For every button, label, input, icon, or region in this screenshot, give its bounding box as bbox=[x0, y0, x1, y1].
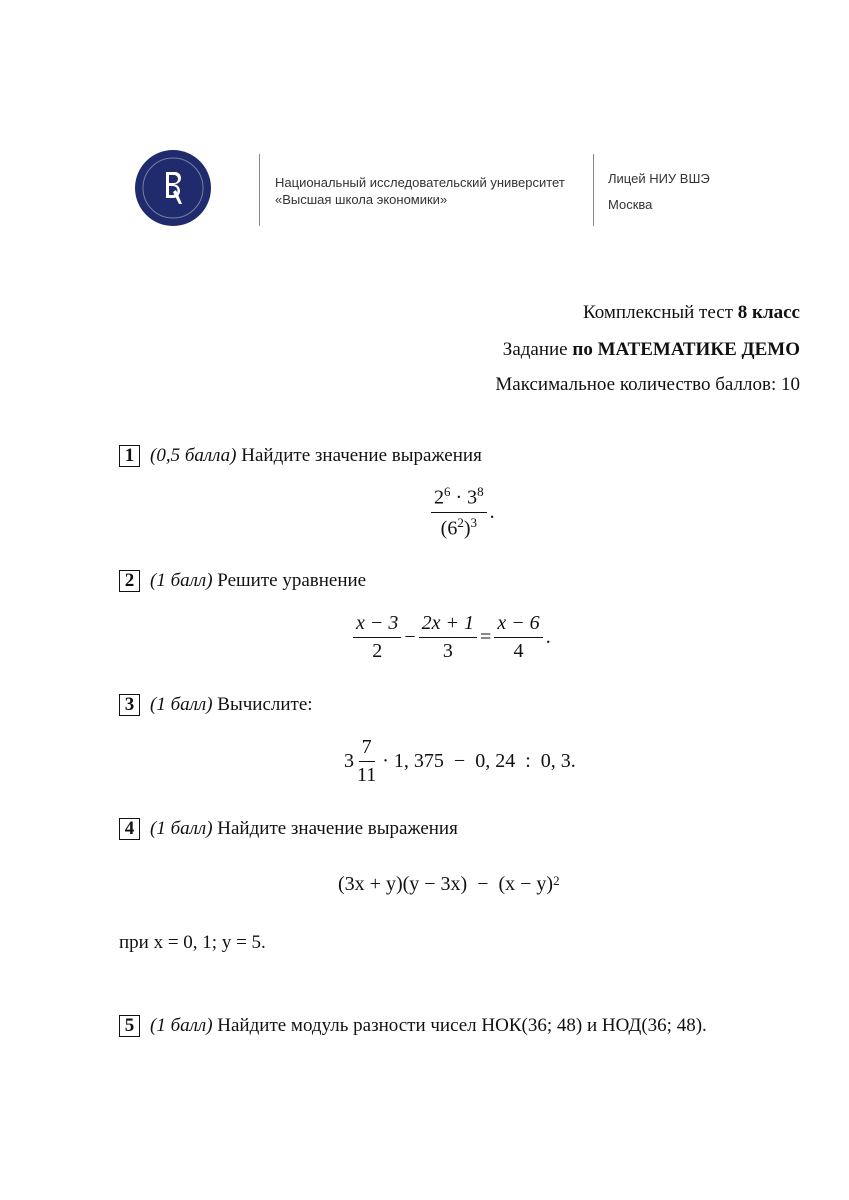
problem-text: Вычислите: bbox=[217, 694, 313, 715]
problem-number: 2 bbox=[119, 570, 140, 592]
problem-4 bbox=[119, 818, 458, 840]
hse-logo bbox=[135, 150, 211, 226]
problem-3-expression: 3 $\frac{7}{11}$ · 1, 375 − 0, 24 : 0, 3. bbox=[344, 736, 576, 786]
university-name bbox=[275, 174, 565, 208]
subject-title: Задание по МАТЕМАТИКЕ ДЕМО bbox=[502, 339, 800, 360]
problem-points: (0,5 балла) bbox=[150, 445, 237, 466]
lyceum-name: Лицей НИУ ВШЭ bbox=[608, 171, 710, 186]
university-line2: «Высшая школа экономики» bbox=[275, 192, 448, 207]
divider bbox=[593, 154, 594, 226]
problem-4-condition: при x = 0, 1; y = 5. bbox=[119, 932, 266, 953]
problem-points: (1 балл) bbox=[150, 570, 213, 591]
problem-3 bbox=[119, 694, 313, 716]
divider bbox=[259, 154, 260, 226]
problem-number: 3 bbox=[119, 694, 140, 716]
test-title: Комплексный тест 8 класс bbox=[583, 302, 800, 323]
problem-4-expression: (3x + y)(y − 3x) − (x − y) 2 bbox=[338, 873, 560, 895]
problem-number: 5 bbox=[119, 1015, 140, 1037]
problem-1 bbox=[119, 445, 482, 467]
problem-points: (1 балл) bbox=[150, 818, 213, 839]
problem-5 bbox=[119, 1015, 707, 1037]
city: Москва bbox=[608, 197, 653, 212]
problem-text: Найдите значение выражения bbox=[217, 818, 458, 839]
problem-text: Найдите значение выражения bbox=[241, 445, 482, 466]
max-score: Максимальное количество баллов: 10 bbox=[495, 374, 800, 395]
problem-text: Найдите модуль разности чисел НОК(36; 48) и НОД(36; 48). bbox=[217, 1015, 707, 1036]
problem-2 bbox=[119, 570, 366, 592]
problem-number: 1 bbox=[119, 445, 140, 467]
problem-number: 4 bbox=[119, 818, 140, 840]
problem-points: (1 балл) bbox=[150, 1015, 213, 1036]
university-line1: Национальный исследовательский университет bbox=[275, 175, 565, 190]
problem-2-equation: $\frac{x - 3}{2}$ − $\frac{2x + 1}{3}$ = $\frac{x - 6}{4}$ . bbox=[350, 612, 551, 663]
problem-text: Решите уравнение bbox=[217, 570, 367, 591]
problem-points: (1 балл) bbox=[150, 694, 213, 715]
problem-1-expression: $\frac{2^6 \cdot 3^8}{(6^2)^3}$ . bbox=[428, 484, 495, 540]
